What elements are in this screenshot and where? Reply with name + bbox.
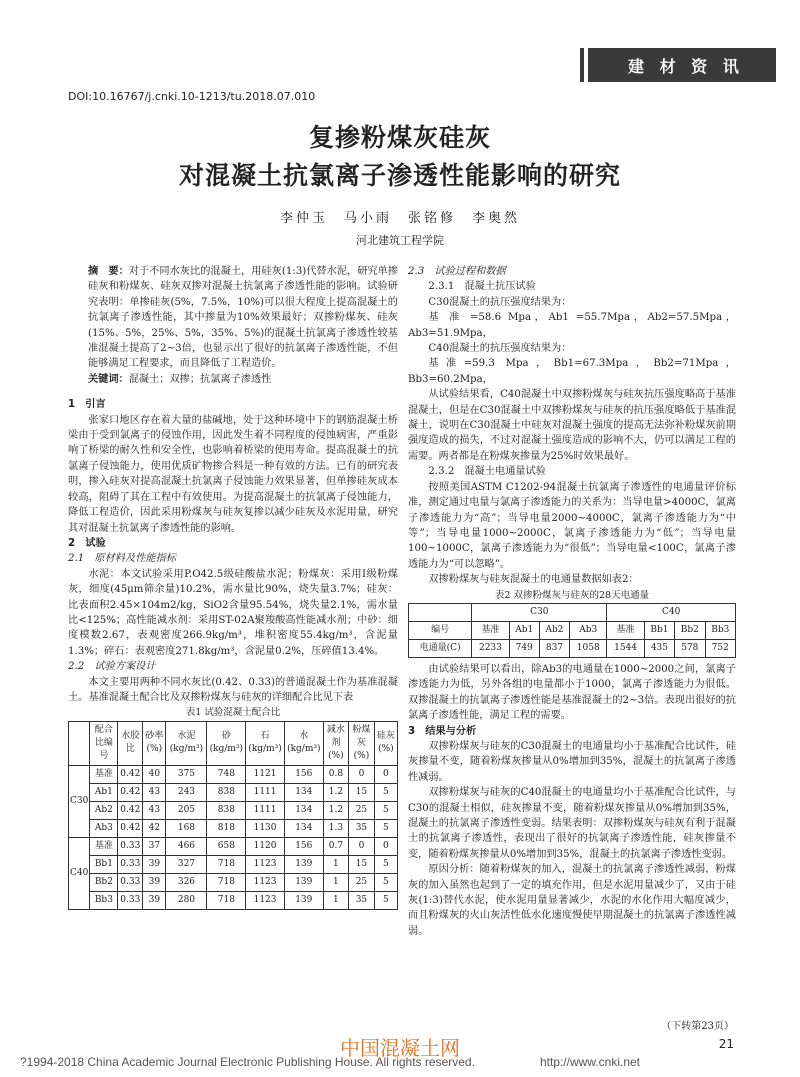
table-cell: 243 [166,783,207,801]
table-cell: 326 [166,873,207,891]
table-cell: 1123 [246,873,285,891]
table-cell: 0 [374,765,397,783]
table-row [69,873,398,891]
table-cell: 1111 [246,783,285,801]
table-header: 砂(kg/m³) [207,721,246,765]
table-cell: 1130 [246,819,285,837]
table-cell: 0.7 [323,837,349,855]
table-header: Ab2 [539,621,569,639]
table-cell: 0.42 [118,783,143,801]
table-cell: Ab3 [90,819,118,837]
table-cell: 205 [166,801,207,819]
paragraph: 原因分析：随着粉煤灰的加入，混凝土的抗氯离子渗透性减弱，粉煤灰的加入虽然也起到了一定的填充作用，但是水泥用量减少了，又由于硅灰(1:3)替代水泥，使水泥用量显著减少，水泥的水化作用大幅度减少，而且粉煤灰的火山灰活性低水化速度慢使早期混凝土的抗氯离子渗透性减弱。 [408,864,736,937]
table-1-caption: 表1 试验混凝土配合比 [185,707,281,719]
section-3-heading: 3 结果与分析 [408,725,477,737]
table-cell: 0 [349,765,375,783]
table-cell: Bb3 [90,891,118,909]
keywords-label: 关键词： [88,372,129,385]
table-header: Ab1 [509,621,539,639]
table-cell: 基准 [90,837,118,855]
paragraph: 按照美国ASTM C1202-94混凝土抗氯离子渗透性的电通量评价标准，测定通过电量与氯离子渗透能力的关系为：当导电量>4000C，氯离子渗透能力为“高”；当导电量2000~4000C，氯离子渗透能力为“中等”；当导电量1000~2000C，氯离子渗透能力为“低”；当导电量100~1000C，氯离子渗透能力为“很低”；当导电量<100C，氯离子渗透能力为“可以忽略”。 [408,481,736,570]
left-column [68,264,398,910]
title-line-1: 复掺粉煤灰硅灰 [308,123,491,152]
table-cell: 375 [166,765,207,783]
right-column [408,264,736,939]
table-header: 基准 [472,621,509,639]
section-2-3-heading: 2.3 试验过程和数据 [408,266,506,277]
table-row [69,891,398,909]
section-2-1-heading: 2.1 原材料及性能指标 [68,553,176,565]
table-cell: 0 [349,837,375,855]
table-cell: 25 [349,873,375,891]
table-cell: 1058 [570,639,607,657]
table-cell: 25 [349,801,375,819]
table-header: Ab3 [570,621,607,639]
title-line-2: 对混凝土抗氯离子渗透性能影响的研究 [178,161,621,190]
table-cell: 838 [207,783,246,801]
table-cell: 39 [143,873,166,891]
table-cell: 658 [207,837,246,855]
section-header-bar [588,48,776,82]
table-1 [68,721,398,910]
section-2-2-heading: 2.2 试验方案设计 [68,661,156,673]
table-cell: 168 [166,819,207,837]
table-group-label: C40 [69,837,90,909]
table-header: 水(kg/m³) [284,721,323,765]
section-1-text: 张家口地区存在着大量的盐碱地，处于这种环境中下的钢筋混凝土桥梁由于受到氯离子的侵蚀作用，因此发生着不同程度的侵蚀病害，严重影响了桥梁的耐久性和安全性，也影响着桥梁的使用寿命。提高混凝土的抗氯离子侵蚀能力，使用优质矿物掺合料是一种有效的方法。已有的研究表明，掺入硅灰对提高混凝土抗氯离子侵蚀能力效果显著，但单掺硅灰成本较高，阻碍了其在工程中有效使用。为提高混凝土的抗氯离子侵蚀能力，降低工程造价，因此采用粉煤灰与硅灰复掺以减少硅灰及水泥用量，研究其对混凝土抗氯离子渗透性能的影响。 [68,414,398,534]
abstract-text: 对于不同水灰比的混凝土，用硅灰(1:3)代替水泥，研究单掺硅灰和粉煤灰、硅灰双掺对混凝土抗氯离子渗透性能的影响。试验研究表明：单掺硅灰(5%，7.5%，10%)可以很大程度上提高混凝土的抗氯离子渗透性能，其中掺量为10%效果最好；双掺粉煤灰、硅灰(15%、5%，25%、5%，35%、5%)的混凝土抗氯离子渗透性较基准混凝土提高了2~3倍，也显示出了很好的抗氯离子渗透性能，不但能够满足工程要求，而且降低了工程造价。 [88,266,399,370]
section-1-heading: 1 引言 [68,399,106,411]
table-cell: 134 [284,783,323,801]
table-header: Bb2 [675,621,705,639]
table-cell: 基准 [90,765,118,783]
table-header: 粉煤灰(%) [349,721,375,765]
table-cell: 156 [284,837,323,855]
table-cell: 0.42 [118,801,143,819]
keywords-text: 混凝土；双掺；抗氯离子渗透性 [128,373,272,385]
paragraph: 基准=59.3 Mpa，Bb1=67.3Mpa，Bb2=71Mpa，Bb3=60.2Mpa， [408,358,736,385]
table-cell: 5 [374,819,397,837]
table-cell: 134 [284,819,323,837]
table-cell: 280 [166,891,207,909]
paragraph: C40混凝土的抗压强度结果为： [428,343,572,355]
paragraph: 双掺粉煤灰与硅灰混凝土的电通量数据如表2： [428,574,639,586]
table-2 [408,603,736,658]
table-cell: 39 [143,891,166,909]
table-cell: 327 [166,855,207,873]
table-cell: 35 [349,891,375,909]
table-cell: 718 [207,891,246,909]
table-cell: 39 [143,855,166,873]
table-cell: 139 [284,891,323,909]
table-header: 配合比编号 [90,721,118,765]
paragraph: 双掺粉煤灰与硅灰的C30混凝土的电通量均小于基准配合比试件，硅灰掺量不变，随着粉煤灰掺量从0%增加到35%，混凝土的抗氯离子渗透性减弱。 [408,740,736,783]
table-cell: 1.2 [323,783,349,801]
table-cell: 0.33 [118,855,143,873]
table-group-c30: C30 [472,603,607,621]
table-cell: 2233 [472,639,509,657]
table-cell: 718 [207,855,246,873]
table-cell: 1 [323,891,349,909]
page-number: 21 [718,1037,734,1051]
table-cell: 电通量(C) [409,639,472,657]
abstract-label: 摘 要： [88,265,129,277]
table-cell: 37 [143,837,166,855]
table-row [69,855,398,873]
table-cell: 1.3 [323,819,349,837]
section-2-3-1-heading: 2.3.1 混凝土抗压试验 [428,281,536,293]
table-cell: 5 [374,801,397,819]
watermark: 中国混凝土网 [340,1036,460,1060]
table-cell: 0.33 [118,873,143,891]
table-cell: Bb1 [90,855,118,873]
table-cell: 0.42 [118,765,143,783]
table-cell: 718 [207,873,246,891]
paragraph: 基 准 =58.6 Mpa，Ab1 =55.7Mpa，Ab2=57.5Mpa，Ab3=51.9Mpa， [408,312,736,339]
section-2-2-text: 本文主要用两种不同水灰比(0.42、0.33)的普通混凝土作为基准混凝土。基准混凝土配合比及双掺粉煤灰与硅灰的详细配合比见下表 [68,676,398,703]
table-cell: 1120 [246,837,285,855]
section-2-heading: 2 试验 [68,537,106,549]
table-header: 减水剂(%) [323,721,349,765]
table-cell: 1544 [607,639,644,657]
table-cell [409,603,472,621]
table-cell: 139 [284,855,323,873]
table-cell: 5 [374,855,397,873]
table-header: 石(kg/m³) [246,721,285,765]
table-cell: 0.42 [118,819,143,837]
table-cell: 1 [323,873,349,891]
table-cell: 0.33 [118,891,143,909]
table-cell: 749 [509,639,539,657]
section-tag: 建 材 资 讯 [628,57,744,76]
table-cell: 42 [143,819,166,837]
table-cell: 1121 [246,765,285,783]
table-cell: 578 [675,639,705,657]
copyright: ?1994-2018 China Academic Journal Electronic Publishing House. All rights reserved. [20,1055,475,1069]
table-cell: 43 [143,801,166,819]
table-cell: 5 [374,873,397,891]
table-cell: 1123 [246,855,285,873]
table-row [69,765,398,783]
paragraph: 由试验结果可以看出，除Ab3的电通量在1000~2000之间，氯离子渗透能力为低，另外各组的电量都小于1000，氯离子渗透能力为很低。双掺混凝土的抗氯离子渗透性能是基准混凝土的2~3倍。表现出很好的抗氯离子渗透性能，满足工程的需要。 [408,663,736,722]
table-cell: 838 [207,801,246,819]
paragraph: 从试验结果看，C40混凝土中双掺粉煤灰与硅灰抗压强度略高于基准混凝土，但是在C30混凝土中双掺粉煤灰与硅灰的抗压强度略低于基准混凝土，说明在C30混凝土中硅灰对混凝土强度的提高无法弥补粉煤灰前期强度造成的损失，不过对混凝土强度造成的影响不大，仍可以满足工程的需要。两者都是在粉煤灰掺量为25%时效果最好。 [408,389,736,462]
table-cell: 435 [644,639,674,657]
table-cell: 818 [207,819,246,837]
table-header: Bb1 [644,621,674,639]
table-cell: 0.8 [323,765,349,783]
table-cell: 5 [374,891,397,909]
table-cell: 1 [323,855,349,873]
authors: 李仲玉 马小雨 张铭修 李奥然 [279,211,520,226]
table-row [69,819,398,837]
table-cell: 748 [207,765,246,783]
table-header: 硅灰(%) [374,721,397,765]
table-cell: 1111 [246,801,285,819]
continued-note: （下转第23页） [661,1021,734,1032]
table-cell: 139 [284,873,323,891]
table-cell: 15 [349,855,375,873]
table-cell: 15 [349,783,375,801]
table-cell: 0.33 [118,837,143,855]
table-group-c40: C40 [607,603,736,621]
table-cell: 5 [374,783,397,801]
table-cell: Ab2 [90,801,118,819]
table-row [69,837,398,855]
table-row [69,801,398,819]
table-header [69,721,90,765]
table-cell: 466 [166,837,207,855]
table-cell: 156 [284,765,323,783]
affiliation: 河北建筑工程学院 [356,234,444,247]
table-row [69,783,398,801]
table-cell: 1.2 [323,801,349,819]
section-2-3-2-heading: 2.3.2 混凝土电通量试验 [428,466,546,478]
table-cell: 837 [539,639,569,657]
doi: DOI:10.16767/j.cnki.10-1213/tu.2018.07.010 [68,90,316,103]
table-cell: Ab1 [90,783,118,801]
table-header: 水胶比 [118,721,143,765]
table-cell: Bb2 [90,873,118,891]
table-group-label: C30 [69,765,90,837]
paragraph: 双掺粉煤灰与硅灰的C40混凝土的电通量均小于基准配合比试件，与C30的混凝土相似，硅灰掺量不变，随着粉煤灰掺量从0%增加到35%，混凝土的抗氯离子渗透性变弱。结果表明：双掺粉煤灰与硅灰有利于混凝土的抗氯离子渗透性，表现出了很好的抗氯离子渗透性能，硅灰掺量不变，随着粉煤灰掺量从0%增加到35%，混凝土的抗氯离子渗透性变弱。 [408,787,736,860]
table-cell: 1123 [246,891,285,909]
table-cell: 752 [705,639,735,657]
site-link[interactable]: http://www.cnki.net [539,1055,640,1069]
table-2-caption: 表2 双掺粉煤灰与硅灰的28天电通量 [494,589,650,601]
table-header: 基准 [607,621,644,639]
abstract [68,264,398,372]
paragraph: C30混凝土的抗压强度结果为： [428,296,572,308]
table-cell: 134 [284,801,323,819]
table-cell: 43 [143,783,166,801]
table-header: 水泥(kg/m³) [166,721,207,765]
section-2-1-text: 水泥：本文试验采用P.O42.5级硅酸盐水泥；粉煤灰：采用Ⅰ级粉煤灰，细度(45μm筛余量)10.2%，需水量比90%，烧失量3.7%；硅灰：比表面积2.45×104m2/kg，SiO2含量95.54%，烧失量2.1%，需水量比<125%；高性能减水剂：采用ST-02A聚羧酸高性能减水剂；中砂：细度模数2.67，表观密度266.9kg/m³，堆积密度55.4kg/m³，含泥量1.3%；碎石：表观密度271.8kg/m³，含泥量0.2%，压碎值13.4%。 [68,568,398,657]
keywords [68,372,398,387]
table-header: Bb3 [705,621,735,639]
table-cell: 0 [374,837,397,855]
table-cell: 35 [349,819,375,837]
table-header: 编号 [409,621,472,639]
table-cell: 40 [143,765,166,783]
table-header: 砂率(%) [143,721,166,765]
